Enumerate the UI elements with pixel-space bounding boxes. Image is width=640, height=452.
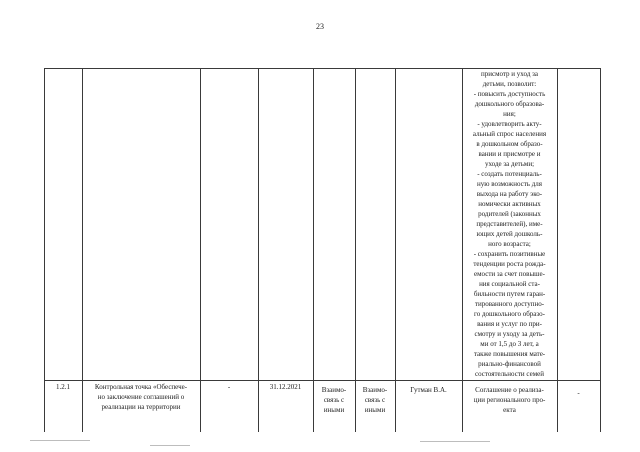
- expected-result-line: - повысить доступность: [473, 90, 546, 98]
- column-divider: [200, 68, 201, 432]
- expected-result-line: представителей), име-: [476, 220, 543, 228]
- expected-result-line: ного возраста;: [488, 240, 531, 248]
- column-divider: [355, 68, 356, 432]
- expected-result-line: емости за счет повыше-: [474, 270, 545, 278]
- expected-result-line: дошкольного образова-: [474, 100, 545, 108]
- row-end-date: 31.12.2021: [269, 383, 302, 391]
- row-result-line-1: Соглашение о реализа-: [475, 386, 544, 394]
- row-link1-line-1: Взаимо-: [321, 386, 347, 394]
- column-divider: [557, 68, 558, 432]
- table-border-left: [44, 68, 45, 432]
- expected-result-line: номически активных: [478, 200, 541, 208]
- expected-result-line: смотру и уходу за деть-: [474, 330, 545, 338]
- expected-result-line: тированного доступно-: [474, 300, 545, 308]
- expected-result-line: состоятельности семей: [475, 370, 544, 378]
- expected-result-line: ния социальной ста-: [479, 280, 540, 288]
- expected-result-line: - удовлетворить акту-: [477, 120, 542, 128]
- expected-result-line: ми от 1,5 до 3 лет, а: [480, 340, 539, 348]
- expected-result-line: ную возможность для: [476, 180, 543, 188]
- column-divider: [82, 68, 83, 432]
- column-divider: [313, 68, 314, 432]
- expected-result-line: тенденции роста рожда-: [473, 260, 546, 268]
- expected-result-line: го дошкольного образо-: [474, 310, 545, 318]
- scan-artifact: [150, 445, 190, 446]
- expected-result-line: вания и услуг по при-: [477, 320, 542, 328]
- column-divider: [258, 68, 259, 432]
- scan-artifact: [420, 441, 490, 442]
- row-number: 1.2.1: [56, 383, 70, 391]
- expected-result-line: риально-финансовой: [478, 360, 541, 368]
- expected-result-line: ния;: [503, 110, 516, 118]
- column-divider: [395, 68, 396, 432]
- row-start-date: -: [227, 383, 231, 391]
- expected-result-line: вании и присмотре и: [478, 150, 541, 158]
- row-link2-line-3: иными: [364, 406, 386, 414]
- scan-artifact: [30, 440, 90, 441]
- expected-result-line: ющих детей дошколь-: [476, 230, 543, 238]
- expected-result-line: родителей (законных: [478, 210, 541, 218]
- expected-result-line: присмотр и уход за: [480, 70, 539, 78]
- expected-result-line: бильности путем гаран-: [473, 290, 546, 298]
- expected-result-line: в дошкольном образо-: [476, 140, 543, 148]
- table-border-top: [44, 68, 601, 69]
- row-divider: [44, 380, 601, 381]
- expected-result-line: - создать потенциаль-: [477, 170, 542, 178]
- row-link1-line-2: связь с: [323, 396, 345, 404]
- row-result-line-3: екта: [503, 406, 516, 414]
- expected-result-line: альный спрос населения: [472, 130, 547, 138]
- expected-result-line: также повышения мате-: [473, 350, 546, 358]
- expected-result-line: детьми, позволит:: [482, 80, 537, 88]
- row-name-line-2: но заключение соглашений о: [97, 393, 185, 401]
- expected-result-line: - сохранить позитивные: [473, 250, 546, 258]
- row-link2-line-2: связь с: [364, 396, 386, 404]
- row-link2-line-1: Взаимо-: [362, 386, 388, 394]
- table-border-right: [600, 68, 601, 432]
- row-name-line-1: Контрольная точка «Обеспече-: [94, 383, 188, 391]
- row-name-line-3: реализации на территории: [101, 403, 181, 411]
- row-last: -: [577, 389, 580, 397]
- row-link1-line-3: иными: [323, 406, 345, 414]
- expected-result-line: выхода на работу эко-: [476, 190, 543, 198]
- page-number: 23: [316, 22, 324, 31]
- row-responsible: Гутман В.А.: [410, 386, 447, 394]
- row-result-line-2: ции регионального про-: [473, 396, 546, 404]
- expected-result-line: уходе за детьми;: [484, 160, 535, 168]
